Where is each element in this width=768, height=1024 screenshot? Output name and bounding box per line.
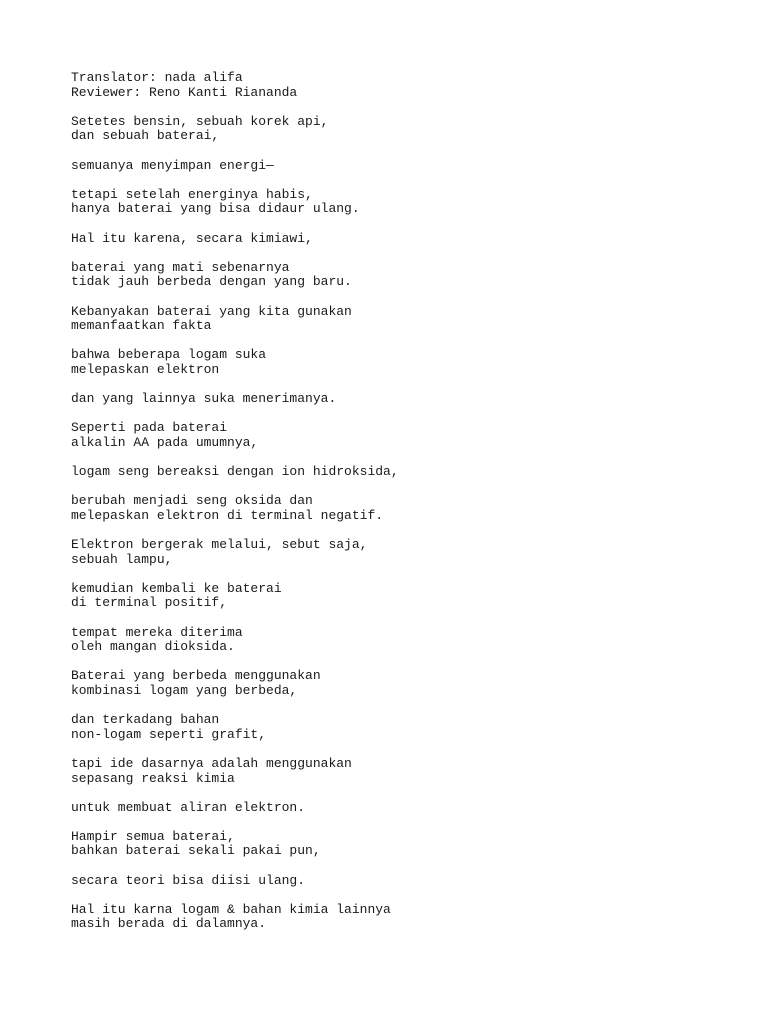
transcript-paragraph	[71, 494, 731, 523]
transcript-paragraph	[71, 159, 731, 174]
transcript-paragraph	[71, 392, 731, 407]
transcript-line: Seperti pada baterai	[71, 420, 228, 436]
transcript-line: Baterai yang berbeda menggunakan	[71, 668, 321, 684]
transcript-paragraph	[71, 465, 731, 480]
transcript-line: Hampir semua baterai,	[71, 828, 235, 844]
transcript-line: tidak jauh berbeda dengan yang baru.	[71, 274, 352, 290]
transcript-line: melepaskan elektron	[71, 361, 220, 377]
transcript-paragraph	[71, 669, 731, 698]
transcript-line: sebuah lampu,	[71, 551, 173, 567]
transcript-line: secara teori bisa diisi ulang.	[71, 872, 306, 888]
transcript-paragraph	[71, 626, 731, 655]
transcript-line: Kebanyakan baterai yang kita gunakan	[71, 303, 352, 319]
transcript-line: Hal itu karna logam & bahan kimia lainnya	[71, 901, 391, 917]
transcript-paragraph	[71, 903, 731, 932]
transcript-line: memanfaatkan fakta	[71, 318, 212, 334]
transcript-line: dan yang lainnya suka menerimanya.	[71, 391, 337, 407]
transcript-paragraph	[71, 115, 731, 144]
transcript-line: masih berada di dalamnya.	[71, 916, 267, 932]
transcript-paragraph	[71, 713, 731, 742]
transcript-line: baterai yang mati sebenarnya	[71, 259, 290, 275]
transcript-line: oleh mangan dioksida.	[71, 639, 235, 655]
transcript-line: Setetes bensin, sebuah korek api,	[71, 113, 329, 129]
transcript-line: semuanya menyimpan energi—	[71, 157, 274, 173]
transcript-line: logam seng bereaksi dengan ion hidroksida,	[71, 464, 399, 480]
transcript-line: bahkan baterai sekali pakai pun,	[71, 843, 321, 859]
transcript-paragraph	[71, 71, 731, 100]
transcript-line: sepasang reaksi kimia	[71, 770, 235, 786]
transcript-paragraph	[71, 830, 731, 859]
transcript-line: tetapi setelah energinya habis,	[71, 186, 313, 202]
transcript-line: tempat mereka diterima	[71, 624, 243, 640]
transcript-paragraph	[71, 232, 731, 247]
transcript-paragraph	[71, 421, 731, 450]
transcript-line: untuk membuat aliran elektron.	[71, 799, 306, 815]
transcript-paragraph	[71, 757, 731, 786]
transcript-line: alkalin AA pada umumnya,	[71, 434, 259, 450]
transcript-line: Translator: nada alifa	[71, 70, 243, 85]
transcript-paragraph	[71, 348, 731, 377]
transcript-line: dan terkadang bahan	[71, 712, 220, 728]
transcript-line: dan sebuah baterai,	[71, 128, 220, 144]
transcript-paragraph	[71, 538, 731, 567]
transcript-line: hanya baterai yang bisa didaur ulang.	[71, 201, 360, 217]
transcript-line: di terminal positif,	[71, 595, 228, 611]
transcript-paragraph	[71, 261, 731, 290]
transcript-line: kemudian kembali ke baterai	[71, 580, 282, 596]
transcript-line: Elektron bergerak melalui, sebut saja,	[71, 537, 368, 552]
transcript-line: Hal itu karena, secara kimiawi,	[71, 230, 313, 246]
transcript-paragraph	[71, 874, 731, 889]
transcript-paragraph	[71, 582, 731, 611]
transcript-line: kombinasi logam yang berbeda,	[71, 682, 298, 698]
transcript-paragraph	[71, 305, 731, 334]
transcript-line: tapi ide dasarnya adalah menggunakan	[71, 755, 352, 771]
transcript-line: Reviewer: Reno Kanti Riananda	[71, 84, 298, 100]
transcript-paragraph	[71, 188, 731, 217]
transcript-document	[71, 71, 731, 947]
transcript-line: non-logam seperti grafit,	[71, 726, 267, 742]
transcript-line: berubah menjadi seng oksida dan	[71, 493, 313, 509]
transcript-line: melepaskan elektron di terminal negatif.	[71, 507, 384, 523]
transcript-paragraph	[71, 801, 731, 816]
transcript-line: bahwa beberapa logam suka	[71, 347, 267, 363]
